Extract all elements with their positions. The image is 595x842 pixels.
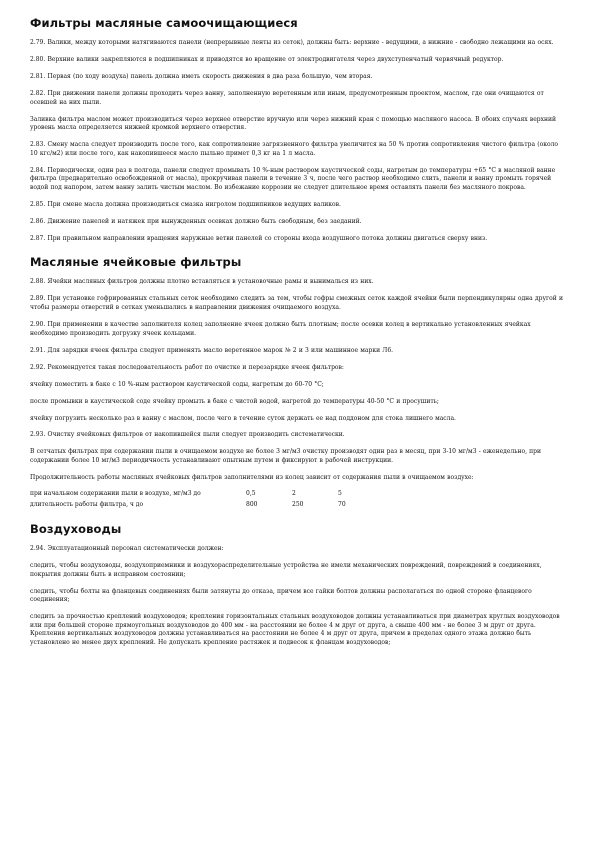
table-row: [30, 489, 384, 500]
dust-duration-table: [30, 489, 384, 511]
paragraph: следить, чтобы болты на фланцевых соединениях были затянуты до отказа, причем все гайки болтов должны располагаться по одной стороне фланцевого соединения;: [30, 587, 532, 604]
table-cell-label: длительность работы фильтра, ч до: [30, 501, 144, 509]
table-cell: 70: [338, 501, 346, 509]
table-cell: 250: [292, 501, 304, 509]
table-cell: 5: [338, 490, 342, 498]
paragraph: следить за прочностью креплений воздуховодов; крепления горизонтальных стальных воздуховодов должны устанавливаться при диаметрах круглых воздуховодов или при большей стороне прямоугольных воздуховодов до 400 мм - на расстоянии не более 4 м друг от друга, а свыше 400 мм - не более 3 м друг от друга. Крепления вертикальных воздуховодов должны устанавливаться на расстоянии не более 4 м друг от друга, причем в пределах одного этажа должно быть установлено не менее двух креплений. Не допускать крепление растяжек и подвесок к фланцам воздуховодов;: [30, 613, 560, 646]
paragraph: 2.93. Очистку ячейковых фильтров от накопившейся пыли следует производить систематически.: [30, 431, 345, 439]
paragraph: 2.79. Валики, между которыми натягиваются панели (непрерывные ленты из сеток), должны быть: верхние - ведущими, а нижние - свободно лежащими на осях.: [30, 39, 554, 46]
paragraph: 2.82. При движении панели должны проходить через ванну, заполненную веретенным или иным, предусмотренным проектом, маслом, где они очищаются от осевшей на них пыли.: [30, 89, 544, 106]
section-title-air-ducts: Воздуховоды: [30, 522, 122, 537]
paragraph: 2.81. Первая (по ходу воздуха) панель должна иметь скорость движения в два раза большую, чем вторая.: [30, 72, 373, 80]
paragraph: Продолжительность работы масляных ячейковых фильтров заполнителями из колец зависит от содержания пыли в очищаемом воздухе:: [30, 474, 474, 482]
paragraph: 2.92. Рекомендуется такая последовательность работ по очистке и перезарядке ячеек фильтров:: [30, 363, 344, 371]
paragraph: ячейку поместить в баке с 10 %-ным раствором каустической соды, нагретым до 60-70 °С;: [30, 380, 324, 388]
paragraph: следить, чтобы воздуховоды, воздухоприемники и воздухораспределительные устройства не имели механических повреждений, повреждений в соединениях, покрытия должны быть в исправном состоянии;: [30, 562, 542, 578]
paragraph: 2.80. Верхние валики закрепляются в подшипниках и приводятся во вращение от электродвигателя через двухступенчатый червячный редуктор.: [30, 55, 504, 63]
table-cell: 2: [292, 490, 296, 498]
paragraph: 2.83. Смену масла следует производить после того, как сопротивление загрязненного фильтра увеличится на 50 % против сопротивления чистого фильтра (около 10 кгс/м2) или после того, как накопившееся масло пыльно примет 0,3 кг на 1 л масла.: [30, 141, 558, 157]
paragraph: В сетчатых фильтрах при содержании пыли в очищаемом воздухе не более 3 мг/м3 очистку производят один раз в месяц, при 3-10 мг/м3 - еженедельно, при содержании более 10 мг/м3 периодичность устанавливают опытным путем и фиксируют в рабочей инструкции.: [30, 448, 542, 465]
section-title-cell-filters: Масляные ячейковые фильтры: [30, 255, 242, 270]
table-cell: 0,5: [246, 490, 256, 498]
paragraph: 2.85. При смене масла должна производиться смазка нигролом подшипников ведущих валиков.: [30, 200, 341, 208]
paragraph: ячейку погрузить несколько раз в ванну с маслом, после чего в течение суток держать ее над поддоном для стока лишнего масла.: [30, 414, 456, 422]
paragraph: 2.86. Движение панелей и натяжек при вынужденных осевках должно быть свободным, без заеданий.: [30, 217, 362, 225]
table-cell-label: при начальном содержании пыли в воздухе, мг/м3 до: [30, 490, 201, 498]
paragraph: 2.94. Эксплуатационный персонал систематически должен:: [30, 545, 224, 553]
paragraph: 2.84. Периодически, один раз в полгода, панели следует промывать 10 %-ным раствором каустической соды, нагретым до температуры +65 °С в масляной ванне фильтра (предварительно освобожденной от масла), прокручивая панели в течение 3 ч, после чего раствор необходимо слить, панели и ванну промыть горячей водой под напором, затем ванну залить чистым маслом. Во избежание коррозии не следует длительное время оставлять панели без масляного покрова.: [30, 166, 556, 191]
paragraph: 2.88. Ячейки масляных фильтров должны плотно вставляться в установочные рамы и вынималься из них.: [30, 278, 374, 286]
paragraph: 2.89. При установке гофрированных стальных сеток необходимо следить за тем, чтобы гофры смежных сеток каждой ячейки были перпендикулярны одна другой и чтобы размеры отверстий в сетках уменьшались в направлении движения очищаемого воздуха.: [30, 295, 563, 311]
table-cell: 800: [246, 501, 258, 509]
paragraph: 2.90. При применении в качестве заполнителя колец заполнение ячеек должно быть плотным; после осевки колец в вертикально установленных ячейках необходимо производить догрузку ячеек кольцами.: [30, 320, 531, 337]
table-row: [30, 500, 384, 511]
paragraph: после промывки в каустической соде ячейку промыть в баке с чистой водой, нагретой до температуры 40-50 °С и просушить;: [30, 397, 439, 405]
paragraph: 2.91. Для зарядки ячеек фильтра следует применять масло веретенное марок № 2 и 3 или машинное марки Л6.: [30, 346, 394, 354]
paragraph: 2.87. При правильном направлении вращения наружные ветви панелей со стороны входа воздушного потока должны двигаться сверху вниз.: [30, 234, 488, 242]
section-title-self-cleaning-filters: Фильтры масляные самоочищающиеся: [30, 16, 298, 30]
paragraph: Заливка фильтра маслом может производиться через верхнее отверстие вручную или через нижний кран с помощью масляного насоса. В обоих случаях верхний уровень масла определяется нижней кромкой верхнего отверстия.: [30, 115, 556, 132]
